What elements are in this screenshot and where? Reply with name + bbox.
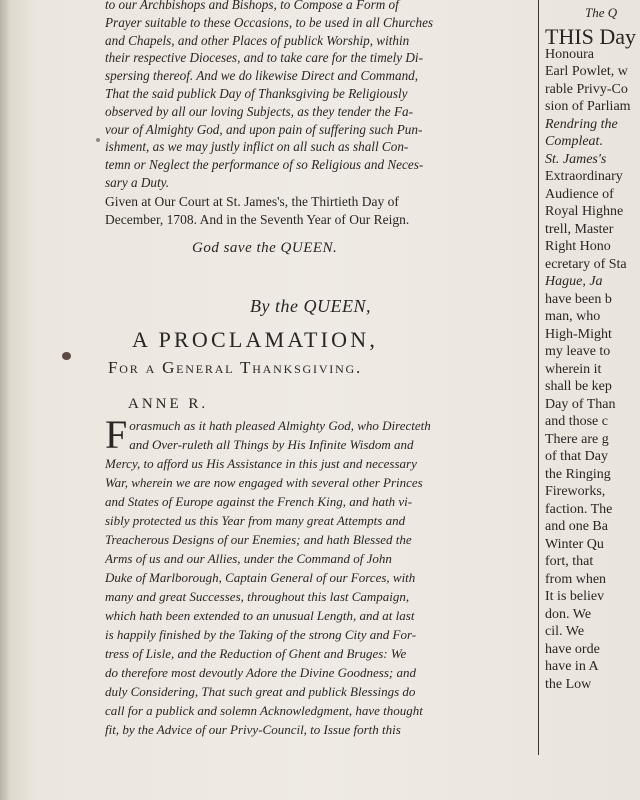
text-line: Arms of us and our Allies, under the Command of John bbox=[105, 551, 392, 566]
text-line: duly Considering, That such great and publick Blessings do bbox=[105, 684, 416, 699]
text-line: wherein it bbox=[545, 361, 602, 377]
text-line: to our Archbishops and Bishops, to Compose a Form of bbox=[105, 0, 399, 12]
text-line: many and great Successes, throughout this last Campaign, bbox=[105, 589, 410, 604]
text-line: temn or Neglect the performance of so Religious and Neces- bbox=[105, 157, 424, 173]
thanksgiving-subheading: For a General Thanksgiving. bbox=[108, 358, 363, 377]
main-column bbox=[100, 0, 530, 800]
text-line: faction. The bbox=[545, 501, 613, 517]
text-line: is happily finished by the Taking of the strong City and For- bbox=[105, 627, 417, 642]
text-line: have in A bbox=[545, 659, 599, 674]
drop-cap: F bbox=[105, 418, 128, 452]
text-line: sary a Duty. bbox=[105, 174, 170, 190]
text-line: Earl Powlet, w bbox=[545, 64, 628, 79]
text-line: Winter Qu bbox=[545, 536, 604, 552]
text-line: which hath been extended to an unusual Length, and at last bbox=[105, 608, 415, 623]
anne-r-signature: ANNE R. bbox=[128, 396, 209, 412]
proclamation-body bbox=[105, 416, 530, 739]
text-line: December, 1708. And in the Seventh Year of Our Reign. bbox=[105, 212, 410, 227]
text-line: and those c bbox=[545, 414, 608, 429]
text-line: don. We bbox=[545, 606, 592, 622]
god-save-the-queen: God save the QUEEN. bbox=[192, 240, 338, 256]
text-line: It is believ bbox=[545, 589, 605, 604]
text-line: Right Hono bbox=[545, 239, 611, 254]
text-line: Compleat. bbox=[545, 134, 603, 149]
text-line: and one Ba bbox=[545, 519, 608, 534]
text-line: observed by all our loving Subjects, as they tender the Fa- bbox=[105, 103, 414, 119]
text-line: my leave to bbox=[545, 344, 611, 359]
text-line: of that Day bbox=[545, 449, 608, 464]
ink-spot bbox=[62, 352, 71, 360]
text-line: That the said publick Day of Thanksgiving be Religiously bbox=[105, 85, 408, 101]
text-line: shall be kep bbox=[545, 379, 612, 394]
text-line: have been b bbox=[545, 291, 612, 307]
text-line: Hague, Ja bbox=[545, 274, 603, 289]
text-line: man, who bbox=[545, 309, 601, 324]
text-line: do therefore most devoutly Adore the Divine Goodness; and bbox=[105, 665, 416, 680]
text-line: vour of Almighty God, and upon pain of suffering such Pun- bbox=[105, 121, 423, 137]
text-line: Given at Our Court at St. James's, the Thirtieth Day of bbox=[105, 194, 399, 209]
text-line: ecretary of Sta bbox=[545, 256, 627, 272]
text-line: the Ringing bbox=[545, 466, 611, 482]
text-line: There are g bbox=[545, 431, 609, 447]
given-at-court bbox=[105, 193, 525, 229]
text-line: Royal Highne bbox=[545, 204, 624, 219]
text-line: Mercy, to afford us His Assistance in this just and necessary bbox=[105, 456, 417, 471]
text-line: the Low bbox=[545, 676, 592, 692]
text-line: trell, Master bbox=[545, 221, 614, 237]
proclamation-heading: A PROCLAMATION, bbox=[132, 327, 379, 352]
by-the-queen-heading: By the QUEEN, bbox=[250, 296, 371, 316]
text-line: sibly protected us this Year from many great Attempts and bbox=[105, 513, 406, 528]
text-line: Honoura bbox=[545, 46, 594, 62]
ink-spot bbox=[96, 138, 100, 142]
text-line: THIS Day bbox=[545, 24, 637, 49]
text-line: Duke of Marlborough, Captain General of our Forces, with bbox=[105, 570, 416, 585]
text-line: Fireworks, bbox=[545, 484, 606, 499]
page-edge bbox=[0, 0, 10, 800]
text-line: have orde bbox=[545, 641, 600, 657]
text-line: fort, that bbox=[545, 554, 594, 569]
text-line: spersing thereof. And we do likewise Direct and Command, bbox=[105, 68, 419, 84]
column-rule bbox=[538, 0, 539, 755]
text-line: tress of Lisle, and the Reduction of Ghent and Bruges: We bbox=[105, 646, 407, 661]
text-line: their respective Dioceses, and to take care for the timely Di- bbox=[105, 50, 423, 66]
text-line: call for a publick and solemn Acknowledgment, have thought bbox=[105, 703, 423, 718]
text-line: rable Privy-Co bbox=[545, 81, 628, 97]
text-line: orasmuch as it hath pleased Almighty God, who Directeth bbox=[129, 418, 431, 433]
text-line: cil. We bbox=[545, 624, 585, 639]
right-column-text bbox=[545, 24, 637, 693]
text-line: Day of Than bbox=[545, 396, 616, 412]
text-line: Extraordinary bbox=[545, 169, 623, 184]
text-line: Audience of bbox=[545, 186, 614, 202]
text-line: High-Might bbox=[545, 326, 612, 342]
text-line: and Over-ruleth all Things by His Infinite Wisdom and bbox=[129, 437, 414, 452]
text-line: ishment, as we may justly inflict on all such as shall Con- bbox=[105, 139, 409, 155]
text-line: fit, by the Advice of our Privy-Council, to Issue forth this bbox=[105, 722, 401, 737]
text-line: Prayer suitable to these Occasions, to be used in all Churches bbox=[105, 14, 434, 30]
text-line: and States of Europe against the French King, and hath vi- bbox=[105, 494, 413, 509]
text-line: War, wherein we are now engaged with several other Princes bbox=[105, 475, 423, 490]
text-line: St. James's bbox=[545, 151, 607, 167]
text-line: Rendring the bbox=[545, 116, 618, 132]
text-line: from when bbox=[545, 571, 607, 587]
right-column bbox=[545, 0, 640, 800]
text-line: and Chapels, and other Places of publick Worship, within bbox=[105, 32, 410, 48]
right-column-heading: The Q bbox=[585, 5, 618, 20]
text-line: Treacherous Designs of our Enemies; and hath Blessed the bbox=[105, 532, 412, 547]
text-line: sion of Parliam bbox=[545, 99, 631, 114]
top-paragraph bbox=[105, 0, 525, 192]
